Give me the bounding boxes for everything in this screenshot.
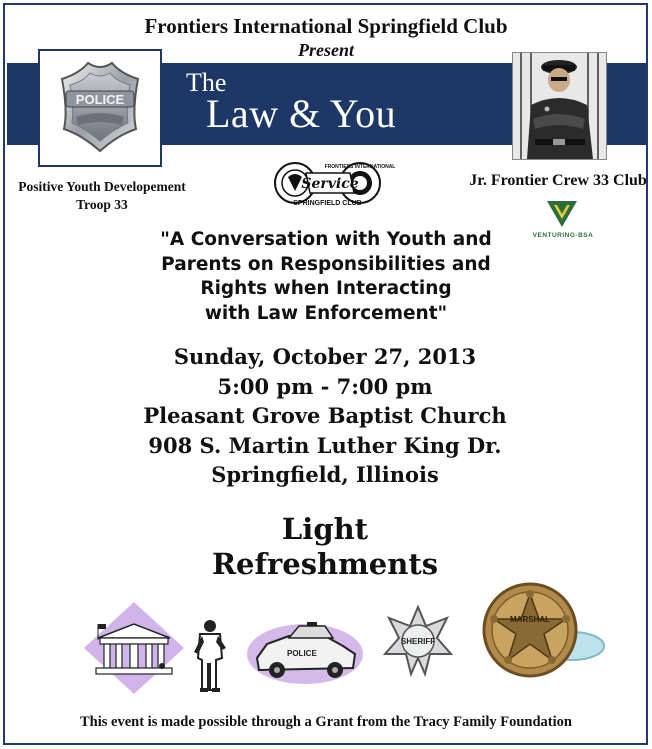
event-theme-quote [96, 228, 556, 326]
police-car-text: POLICE [287, 649, 317, 658]
police-badge-logo [38, 49, 162, 167]
refreshments-line1: Light [281, 512, 369, 546]
event-address: 908 S. Martin Luther King Dr. [148, 432, 502, 458]
banner-title-large: Law & You [206, 91, 397, 136]
organization-title: Frontiers International Springfield Club [144, 14, 508, 38]
event-date: Sunday, October 27, 2013 [173, 344, 477, 369]
marshal-star-text: MARSHAL [510, 615, 550, 624]
quote-line: Rights when Interacting [200, 278, 452, 299]
quote-line: "A Conversation with Youth and [160, 229, 492, 250]
club-logo-emblem-text: Service [301, 176, 359, 192]
courthouse-icon [80, 600, 188, 698]
event-city: Springfield, Illinois [211, 462, 439, 487]
club-logo-caption: SPRINGFIELD CLUB [293, 200, 362, 207]
troop-caption [18, 178, 186, 214]
banner-title-small: The [186, 68, 227, 97]
police-badge-icon [40, 51, 160, 165]
troop-caption-line2: Troop 33 [76, 197, 128, 212]
present-subtitle: Present [298, 40, 354, 60]
police-officer-image [512, 52, 607, 160]
event-time: 5:00 pm - 7:00 pm [217, 373, 433, 399]
refreshments-notice [150, 512, 500, 582]
footer-credit: This event is made possible through a Grant from the Tracy Family Foundation [80, 714, 572, 730]
officer-silhouette-icon [188, 618, 232, 694]
crew-caption: Jr. Frontier Crew 33 Club [469, 172, 647, 189]
refreshments-line2: Refreshments [211, 547, 439, 581]
police-officer-icon [513, 53, 606, 159]
event-details [100, 342, 550, 490]
police-car-icon [245, 614, 365, 686]
sheriff-star-icon [381, 604, 455, 678]
troop-caption-line1: Positive Youth Developement [18, 179, 186, 194]
event-venue: Pleasant Grove Baptist Church [143, 403, 507, 428]
club-logo-ring-text: FRONTIERS INTERNATIONAL [324, 164, 396, 170]
venturing-bsa-logo [545, 197, 579, 229]
marshal-star-icon [480, 580, 610, 686]
venturing-caption: VENTURING·BSA [532, 232, 594, 239]
quote-line: Parents on Responsibilities and [161, 253, 491, 275]
badge-text: POLICE [75, 92, 125, 107]
sheriff-star-text: SHERIFF [400, 637, 436, 646]
quote-line: with Law Enforcement" [204, 302, 448, 324]
